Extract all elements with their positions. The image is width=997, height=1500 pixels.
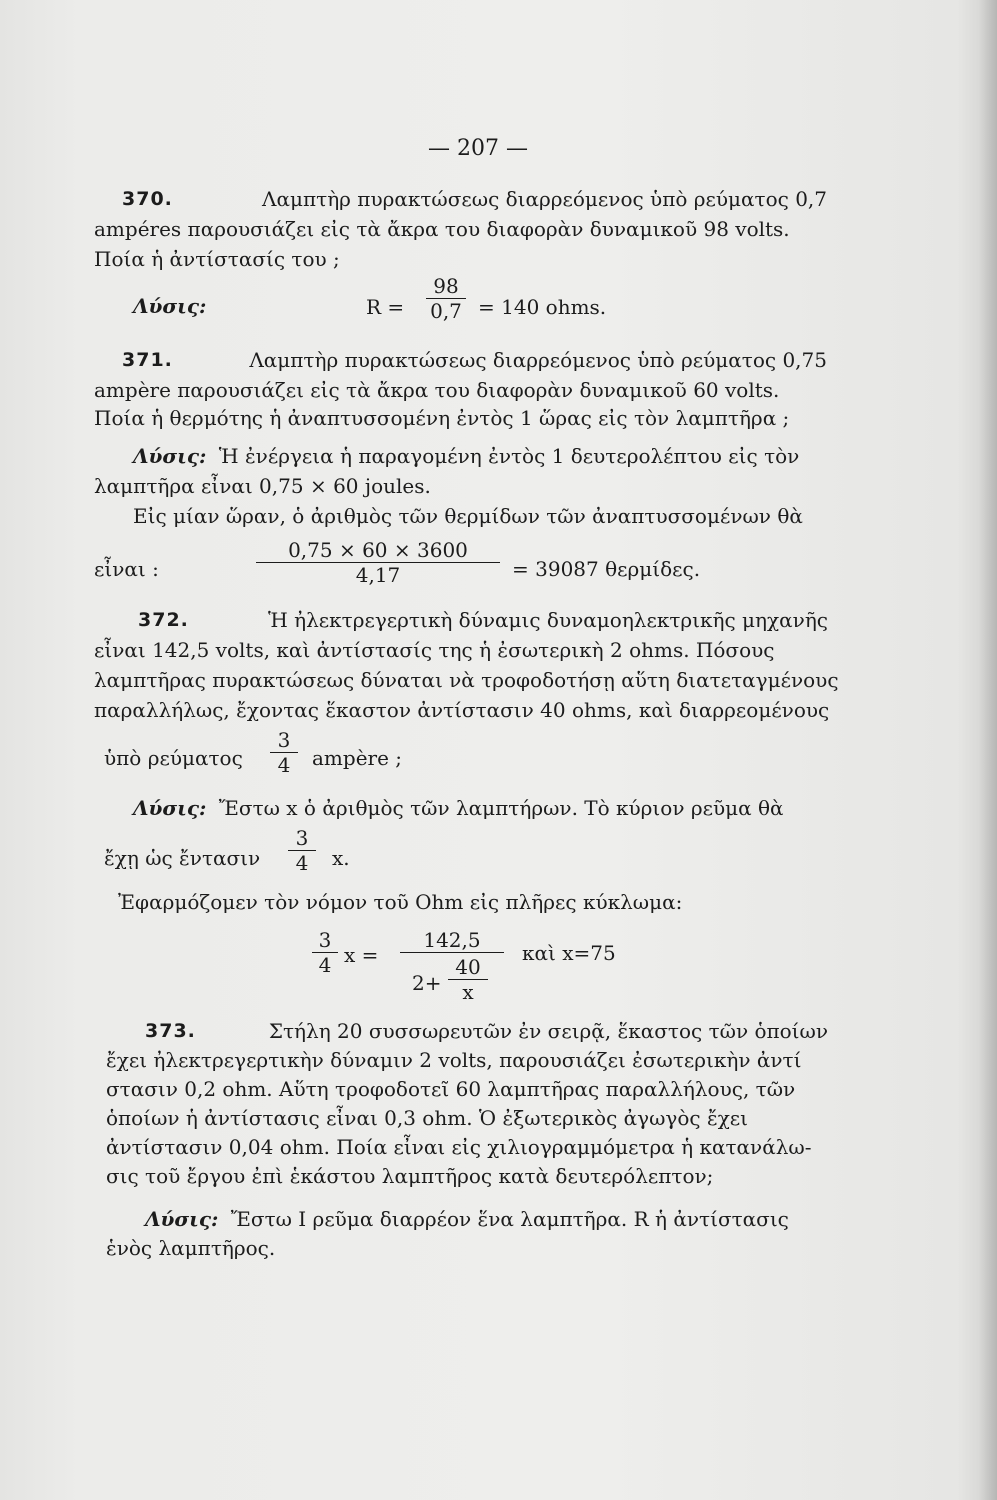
solution-label-370: Λύσις: xyxy=(133,294,207,318)
problem-number-372: 372. xyxy=(138,609,189,631)
equation-370-rhs: = 140 ohms. xyxy=(478,295,607,319)
fraction-denominator: 4 xyxy=(318,953,332,977)
problem-373-line-2: ἔχει ἠλεκτρεγερτικὴν δύναμιν 2 volts, παρουσιάζει ἐσωτερικὴν ἀντί xyxy=(106,1048,802,1072)
solution-373-text-1: Ἔστω I ρεῦμα διαρρέον ἕνα λαμπτῆρα. R ἡ ἀντίστασις xyxy=(230,1207,789,1231)
solution-372-line-2-suffix: x. xyxy=(332,846,350,870)
problem-372-line-3: λαμπτῆρας πυρακτώσεως δύναται νὰ τροφοδοτήσῃ αὕτη διατεταγμένους xyxy=(94,668,839,692)
problem-372-text-1: Ἡ ἠλεκτρεγερτικὴ δύναμις δυναμοηλεκτρικῆς μηχανῆς xyxy=(267,608,828,632)
fraction-denominator: 4 xyxy=(277,753,291,777)
solution-373-line-1 xyxy=(145,1206,828,1232)
problem-373-line-6: σις τοῦ ἔργου ἐπὶ ἑκάστου λαμπτῆρος κατὰ δευτερόλεπτον; xyxy=(106,1164,714,1188)
equation-372-numerator: 142,5 xyxy=(423,928,481,952)
equation-371-fraction xyxy=(256,538,500,587)
page-number: — 207 — xyxy=(428,136,528,161)
solution-371-text-1: Ἡ ἐνέργεια ἡ παραγομένη ἐντὸς 1 δευτερολέπτου εἰς τὸν xyxy=(218,444,800,468)
problem-number-373: 373. xyxy=(145,1020,196,1042)
problem-371-line-3: Ποία ἡ θερμότης ἡ ἀναπτυσσομένη ἐντὸς 1 ὥρας εἰς τὸν λαμπτῆρα ; xyxy=(94,406,790,430)
fraction-numerator: 3 xyxy=(277,728,291,752)
solution-372-fraction xyxy=(288,826,316,875)
problem-371-line-2: ampère παρουσιάζει εἰς τὰ ἄκρα του διαφορὰν δυναμικοῦ 60 volts. xyxy=(94,378,780,402)
solution-373-line-2: ἑνὸς λαμπτῆρος. xyxy=(106,1236,276,1260)
problem-373-line-5: ἀντίστασιν 0,04 ohm. Ποία εἶναι εἰς χιλιογραμμόμετρα ἡ κατανάλω- xyxy=(106,1135,812,1159)
equation-372-lhs-fraction xyxy=(312,928,338,977)
problem-373-line-1 xyxy=(145,1018,828,1044)
problem-372-fraction xyxy=(270,728,298,777)
fraction-numerator: 3 xyxy=(318,928,332,952)
solution-372-line-1 xyxy=(133,795,833,821)
equation-372-denominator xyxy=(400,953,504,1011)
solution-371-line-2: λαμπτῆρα εἶναι 0,75 × 60 joules. xyxy=(94,474,431,498)
problem-370-line-3: Ποία ἡ ἀντίστασίς του ; xyxy=(94,247,340,271)
problem-372-line-2: εἶναι 142,5 volts, καὶ ἀντίστασίς της ἡ ἐσωτερικὴ 2 ohms. Πόσους xyxy=(94,638,775,662)
problem-372-line-1 xyxy=(138,607,828,633)
equation-371-denominator: 4,17 xyxy=(355,563,401,587)
solution-label-371: Λύσις: xyxy=(133,444,207,468)
solution-372-text-1: Ἔστω x ὁ ἀριθμὸς τῶν λαμπτήρων. Τὸ κύριον ρεῦμα θὰ xyxy=(218,796,784,820)
solution-371-line-1 xyxy=(133,443,833,469)
problem-number-371: 371. xyxy=(122,349,173,371)
equation-371-prefix: εἶναι : xyxy=(94,557,159,581)
equation-372-main-fraction xyxy=(400,928,504,1011)
equation-370-numerator: 98 xyxy=(433,274,459,298)
problem-371-line-1 xyxy=(122,347,827,373)
solution-label-373: Λύσις: xyxy=(145,1207,219,1231)
problem-372-line-4: παραλλήλως, ἔχοντας ἕκαστον ἀντίστασιν 40 ohms, καὶ διαρρεομένους xyxy=(94,698,830,722)
inner-denominator: x xyxy=(462,980,474,1004)
problem-370-text-1: Λαμπτὴρ πυρακτώσεως διαρρεόμενος ὑπὸ ρεύματος 0,7 xyxy=(262,187,827,211)
solution-label-372: Λύσις: xyxy=(133,796,207,820)
problem-number-370: 370. xyxy=(122,188,173,210)
problem-373-line-3: στασιν 0,2 ohm. Αὕτη τροφοδοτεῖ 60 λαμπτῆρας παραλλήλους, τῶν xyxy=(106,1077,796,1101)
solution-372-line-2-prefix: ἔχῃ ὡς ἔντασιν xyxy=(104,846,261,870)
equation-370-lhs: R = xyxy=(366,295,405,319)
equation-370-fraction xyxy=(426,274,466,323)
page-edge-shadow xyxy=(979,0,997,1500)
equation-372-rhs: καὶ x=75 xyxy=(522,941,616,965)
equation-372-denominator-prefix: 2+ xyxy=(412,971,442,995)
problem-371-text-1: Λαμπτὴρ πυρακτώσεως διαρρεόμενος ὑπὸ ρεύματος 0,75 xyxy=(249,348,827,372)
fraction-denominator: 4 xyxy=(295,851,309,875)
problem-373-text-1: Στήλη 20 συσσωρευτῶν ἐν σειρᾷ, ἕκαστος τῶν ὁποίων xyxy=(268,1019,828,1043)
equation-371-rhs: = 39087 θερμίδες. xyxy=(512,557,701,581)
problem-370-line-2: ampéres παρουσιάζει εἰς τὰ ἄκρα του διαφορὰν δυναμικοῦ 98 volts. xyxy=(94,217,790,241)
solution-371-line-3: Εἰς μίαν ὥραν, ὁ ἀριθμὸς τῶν θερμίδων τῶν ἀναπτυσσομένων θὰ xyxy=(133,504,803,528)
problem-372-line-5-suffix: ampère ; xyxy=(312,746,403,770)
problem-370-line-1 xyxy=(122,186,827,212)
problem-372-line-5-prefix: ὑπὸ ρεύματος xyxy=(104,746,243,770)
equation-371-numerator: 0,75 × 60 × 3600 xyxy=(288,538,468,562)
inner-numerator: 40 xyxy=(455,955,481,979)
equation-370-denominator: 0,7 xyxy=(430,299,462,323)
fraction-numerator: 3 xyxy=(295,826,309,850)
solution-372-line-3: Ἐφαρμόζομεν τὸν νόμον τοῦ Ohm εἰς πλῆρες κύκλωμα: xyxy=(118,890,683,914)
problem-373-line-4: ὁποίων ἡ ἀντίστασις εἶναι 0,3 ohm. Ὁ ἐξωτερικὸς ἀγωγὸς ἔχει xyxy=(106,1106,749,1130)
equation-372-inner-fraction xyxy=(448,955,488,1004)
equation-372-lhs: x = xyxy=(344,943,379,967)
